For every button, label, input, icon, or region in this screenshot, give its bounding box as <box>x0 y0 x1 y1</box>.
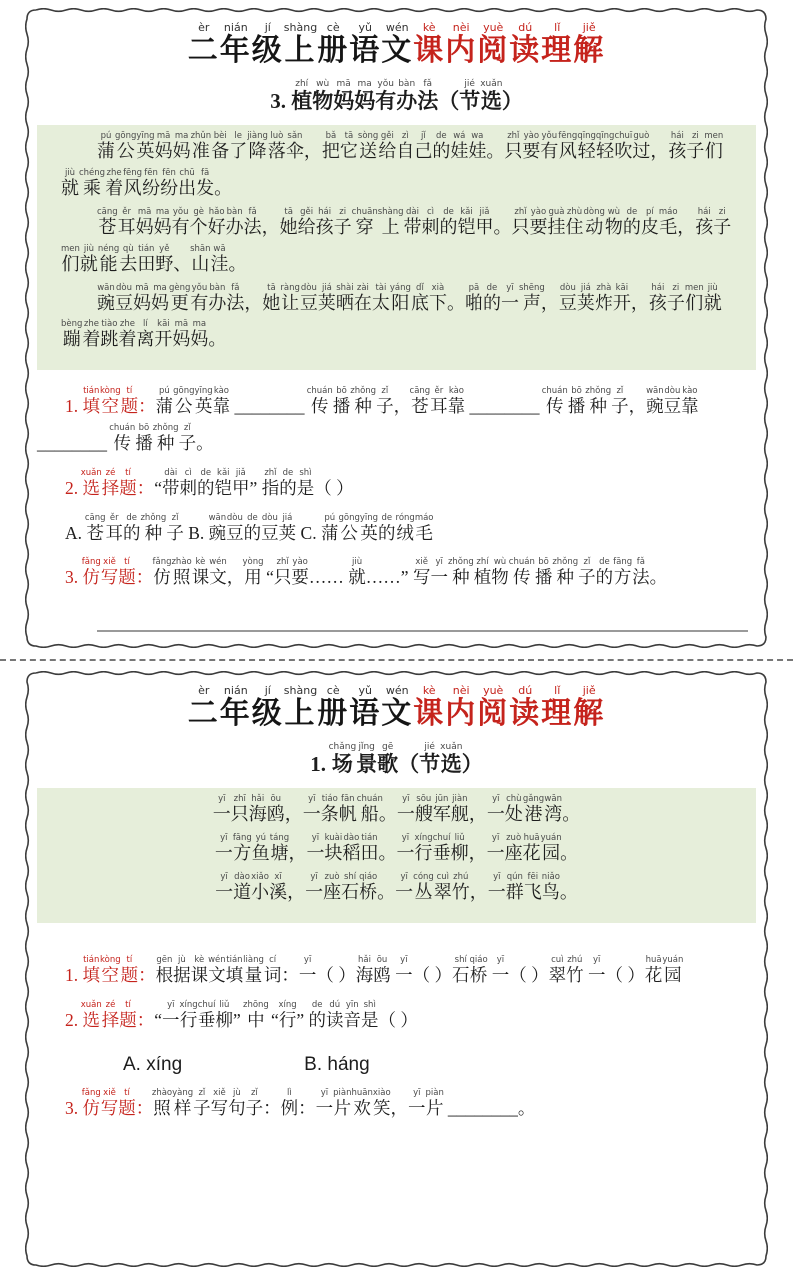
option-a: A. xíng <box>123 1054 183 1076</box>
question-3-label: 3. 仿fǎng写xiě题tí： <box>65 1088 154 1119</box>
question-3 <box>37 1088 756 1127</box>
lesson-subtitle-2: 1. 场chǎng景jǐng歌gē（节jié选xuǎn） <box>310 741 483 776</box>
questions-card-1 <box>35 376 758 632</box>
question-1-body: 蒲pú公gōng英yīng靠kào ________ 传chuán播bō种zhǒng子zǐ，苍cāng耳ěr靠kào ________ 传chuán播bō种zhǒng子zǐ，豌wān豆dòu靠kào ________ 传chuán播bō种zhǒng子zǐ。 <box>37 386 699 454</box>
question-2-label: 2. 选xuǎn择zé题tí： <box>65 999 155 1030</box>
page-title <box>35 685 758 732</box>
question-2-options: A. 苍cāng耳ěr的de种zhǒng子zǐ B. 豌wān豆dòu的de豆dòu荚jiá C. 蒲pú公gōng英yīng的de绒róng毛máo <box>65 512 434 543</box>
worksheet-card-2 <box>25 671 768 1267</box>
passage-paragraph: 豌wān豆dòu妈mā妈ma更gèng有yǒu办bàn法fǎ，她tā让ràng豆dòu荚jiá晒shài在zài太tài阳yáng底dǐ下xià。啪pā的de一yī声shēng，豆dòu荚jiá炸zhà开kāi，孩hái子zi们men就jiù蹦bèng着zhe跳tiào着zhe离lí开kāi妈mā妈ma。 <box>61 282 722 350</box>
lesson-subtitle-1: 3. 植zhí物wù妈mā妈ma有yǒu办bàn法fǎ（节jié选xuǎn） <box>270 78 523 113</box>
page-title-red: 课kè内nèi阅yuè读dú理lǐ解jiě <box>413 684 606 731</box>
cut-divider-dashed-line <box>0 659 793 661</box>
worksheet-card-1 <box>25 8 768 648</box>
answer-blank-line <box>97 608 748 632</box>
question-3-body: 照zhào样yàng子zǐ写xiě句jù子zǐ：例lì：一yī片piàn欢huān笑xiào，一yī片piàn ________。 <box>151 1088 536 1119</box>
page-title-black: 二èr年nián级jí上shàng册cè语yǔ文wén <box>187 684 414 731</box>
question-1-body: 根gēn据jù课kè文wén填tián量liàng词cí：一yī（ ）海hǎi鸥ōu 一yī（ ）石shí桥qiáo 一yī（ ）翠cuì竹zhú 一yī（ ）花huā园yuán <box>155 954 684 985</box>
page-title <box>35 22 758 69</box>
question-1-label: 1. 填tián空kòng题tí： <box>65 386 156 417</box>
question-3-body: 仿fǎng照zhào课kè文wén，用yòng “只zhǐ要yào…… 就jiù……” 写xiě一yī种zhǒng植zhí物wù传chuán播bō种zhǒng子zǐ的de方fāng法fǎ。 <box>152 557 668 588</box>
question-2-body: “一yī行xíng垂chuí柳liǔ” 中zhōng “行xíng” 的de读dú音yīn是shì（ ） <box>154 999 418 1030</box>
passage-paragraph: 蒲pú公gōng英yīng妈mā妈ma准zhǔn备bèi了le降jiàng落luò伞sǎn，把bǎ它tā送sòng给gěi自zì己jǐ的de娃wá娃wa。只zhǐ要yào有yǒu风fēng轻qīng轻qīng吹chuī过guò，孩hái子zi们men就jiù乘chéng着zhe风fēng纷fēn纷fēn出chū发fā。 <box>61 131 724 198</box>
question-2 <box>37 468 756 507</box>
question-1 <box>37 955 756 994</box>
reading-passage-2 <box>37 788 756 923</box>
question-2-body: “带dài刺cì的de铠kǎi甲jiǎ” 指zhǐ的de是shì（ ） <box>154 467 354 498</box>
question-1-label: 1. 填tián空kòng题tí： <box>65 954 156 985</box>
page-title-black: 二èr年nián级jí上shàng册cè语yǔ文wén <box>187 21 414 67</box>
poem-line: 一yī只zhī海hǎi鸥ōu，一yī条tiáo帆fān船chuán。一yī艘sōu军jūn舰jiàn，一yī处chù港gǎng湾wān。 <box>212 794 581 825</box>
question-2-label: 2. 选xuǎn择zé题tí： <box>65 467 155 498</box>
question-1 <box>37 386 756 462</box>
questions-card-2 <box>35 945 758 1127</box>
question-3 <box>37 557 756 596</box>
passage-paragraph: 苍cāng耳ěr妈mā妈ma有yǒu个gè好hǎo办bàn法fǎ，她tā给gěi孩hái子zi穿chuān上shàng带dài刺cì的de铠kǎi甲jiǎ。只zhǐ要yào挂guà住zhù动dòng物wù的de皮pí毛máo，孩hái子zi们men就jiù能néng去qù田tián野yě、山shān洼wā。 <box>61 206 732 274</box>
poem-line: 一yī道dào小xiǎo溪xī，一yī座zuò石shí桥qiáo。一yī丛cóng翠cuì竹zhú，一yī群qún飞fēi鸟niǎo。 <box>215 871 578 902</box>
question-2-options <box>37 1054 756 1076</box>
question-2 <box>37 1000 756 1039</box>
question-3-label: 3. 仿fǎng写xiě题tí： <box>65 557 154 588</box>
page-title-red: 课kè内nèi阅yuè读dú理lǐ解jiě <box>413 21 606 67</box>
reading-passage-1 <box>37 125 756 370</box>
poem-line: 一yī方fāng鱼yú塘táng，一yī块kuài稻dào田tián。一yī行xíng垂chuí柳liǔ，一yī座zuò花huā园yuán。 <box>214 832 579 863</box>
option-b: B. háng <box>304 1054 370 1076</box>
